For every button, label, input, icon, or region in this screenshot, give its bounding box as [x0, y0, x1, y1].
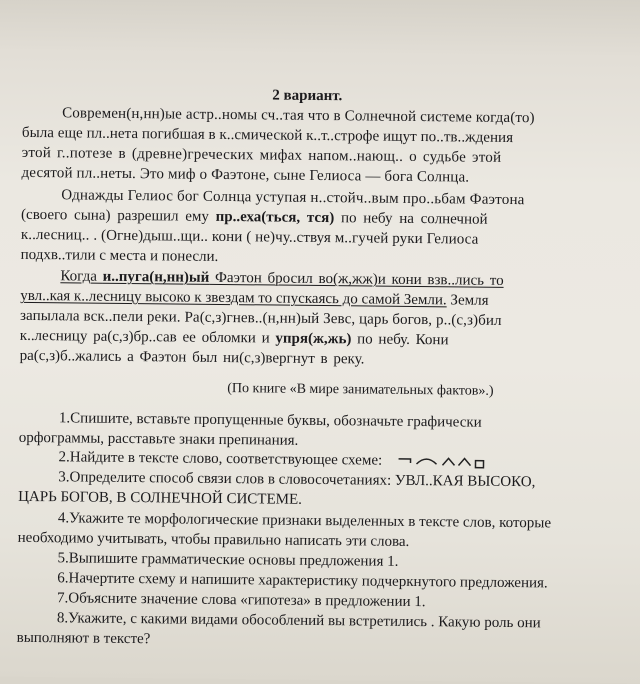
paragraph-2-line-2	[21, 207, 488, 229]
task-3-line-1: 3.Определите способ связи слов в словосочетаниях: УВЛ..КАЯ ВЫСОКО,	[58, 469, 536, 491]
text-span: к..лесницу ра(с,з)бр..сав ее обломки и	[19, 327, 276, 347]
paragraph-3-line-2	[20, 288, 488, 310]
task-2: 2.Найдите в тексте слово, соответствующее схеме:	[58, 449, 383, 469]
text-span: по небу. Кони	[351, 331, 449, 349]
task-6: 6.Начертите схему и напишите характеристику подчеркнутого предложения.	[57, 570, 548, 592]
paragraph-3-line-4	[20, 328, 449, 349]
text-span: по небу на солнечной	[334, 210, 488, 228]
paragraph-2-line-3: к..лесниц.. . (Огне)дыш..щи.. кони ( не)чу..ствуя м..гучей руки Гелиоса	[20, 226, 479, 248]
task-1-line-2: орфограммы, расставьте знаки препинания.	[18, 429, 299, 449]
highlighted-word: упря(ж,жь)	[275, 330, 352, 348]
page-title: 2 вариант.	[272, 87, 343, 105]
paragraph-3-line-5: ра(с,з)б..жались а Фаэтон был ни(с,з)вергнут в реку.	[19, 347, 365, 368]
highlighted-word: пр..еха(ться, тся)	[215, 208, 335, 227]
morpheme-scheme-icon	[396, 454, 488, 473]
highlighted-word: и..пуга(н,нн)ый	[102, 268, 210, 286]
paragraph-3-line-3: запылала вск..пели реки. Ра(с,з)гнев..(н,нн)ый Зевс, царь богов, р..(с,з)бил	[19, 307, 502, 329]
text-span: Земля	[446, 292, 489, 309]
task-5: 5.Выпишите грамматические основы предложения 1.	[57, 550, 399, 570]
underlined-text: увл..кая к..лесницу высоко к звездам то спускаясь до самой Земли.	[20, 287, 447, 309]
underlined-text: Когда	[60, 268, 103, 285]
task-3-line-2: ЦАРЬ БОГОВ, В СОЛНЕЧНОЙ СИСТЕМЕ.	[18, 488, 302, 508]
paragraph-1-line-4: десятой пл..неты. Это миф о Фаэтоне, сыне Гелиоса — бога Солнца.	[21, 164, 470, 186]
task-4-line-1: 4.Укажите те морфологические признаки выделенных в тексте слов, которые	[57, 510, 552, 532]
paragraph-2-line-1: Однажды Гелиос бог Солнца уступая н..стойч..вым про..ьбам Фаэтона	[61, 187, 525, 209]
task-7: 7.Объясните значение слова «гипотеза» в предложении 1.	[56, 590, 426, 611]
task-8-line-1: 8.Укажите, с какими видами обособлений вы встретились . Какую роль они	[56, 610, 541, 632]
paragraph-1-line-1: Современ(н,нн)ые астр..номы сч..тая что в Солнечной системе когда(то)	[62, 105, 535, 127]
underlined-text: Фаэтон бросил во(ж,жж)и кони взв..лись то	[209, 269, 504, 289]
paragraph-1-line-2: была еще пл..нета погибшая в к..смической к..т..строфе ищут по..тв..ждения	[21, 124, 514, 147]
paragraph-2-line-4: подхв..тили с места и понесли.	[20, 246, 219, 265]
paragraph-3-line-1	[60, 268, 503, 290]
task-8-line-2: выполняют в тексте?	[16, 629, 151, 648]
task-1-line-1: 1.Спишите, вставьте пропущенные буквы, обозначьте графически	[58, 410, 482, 431]
text-span: (своего сына) разрешил ему	[21, 206, 216, 225]
task-4-line-2: необходимо учитывать, чтобы правильно написать эти слова.	[17, 529, 410, 550]
paragraph-1-line-3: этой г..потезе в (древне)греческих мифах напом..нающ.. о судьбе этой	[21, 144, 502, 166]
source-citation: (По книге «В мире занимательных фактов».)	[227, 381, 494, 399]
